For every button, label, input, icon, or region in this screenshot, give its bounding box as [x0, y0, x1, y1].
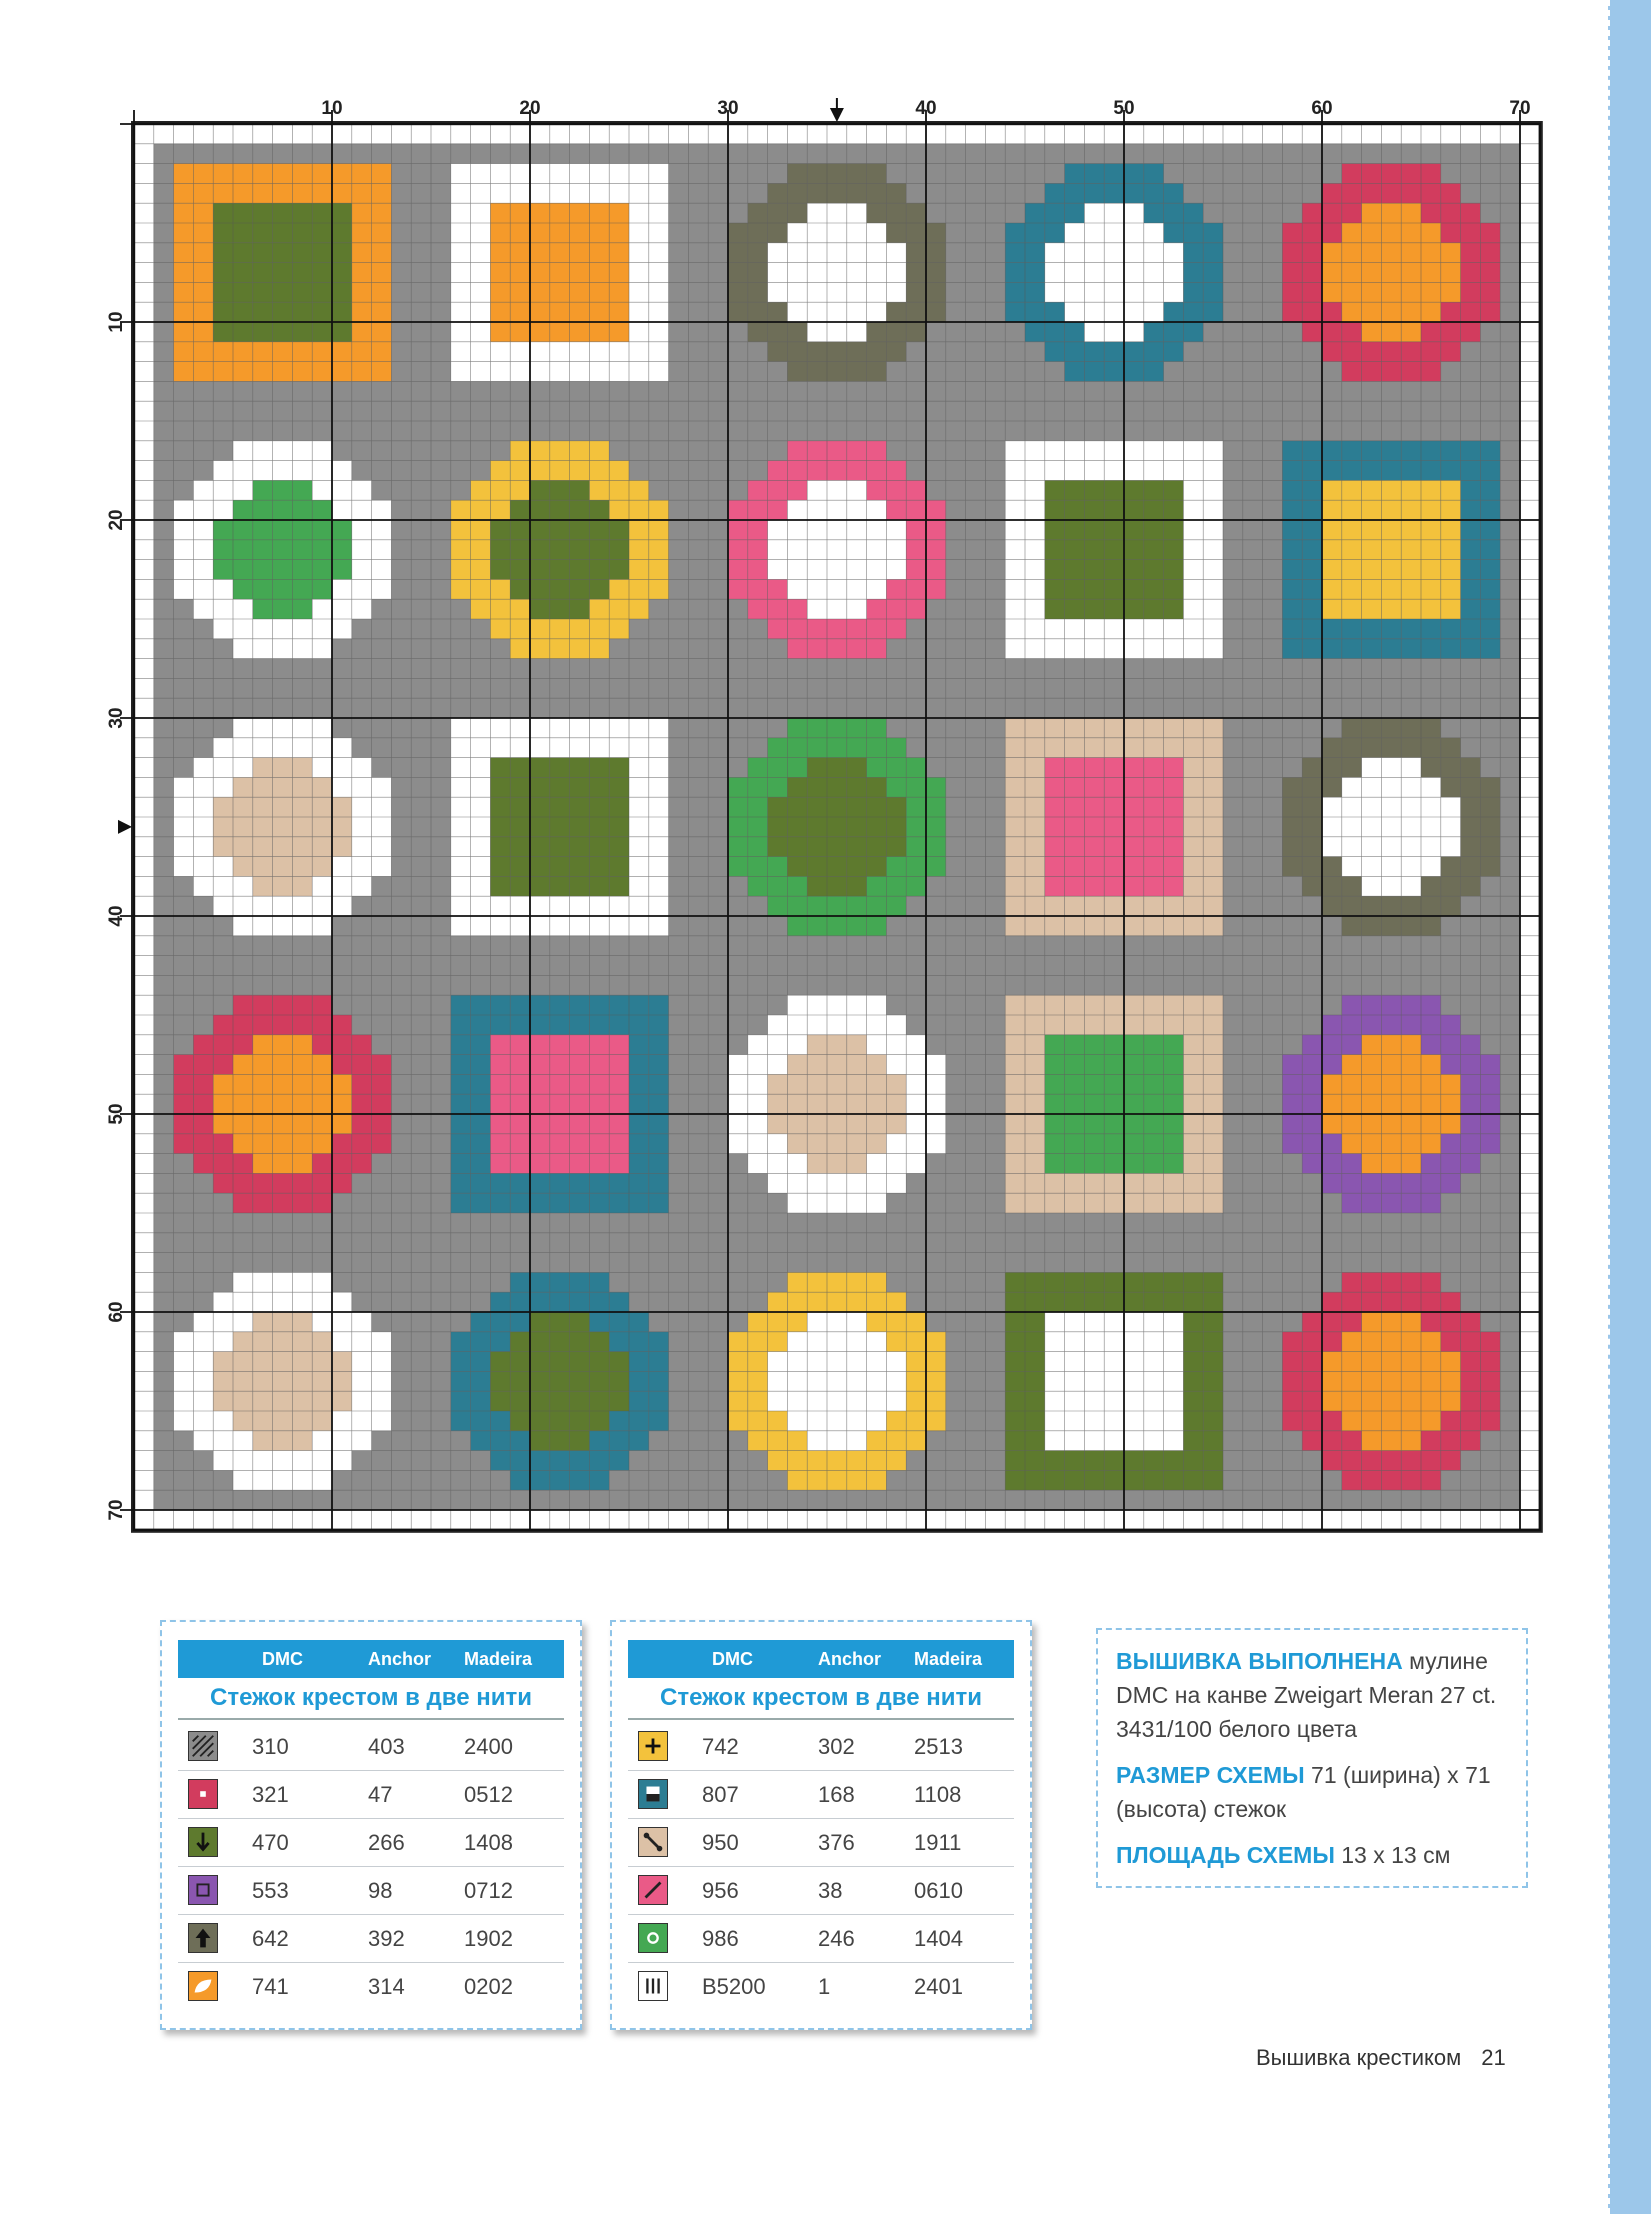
top-axis-label: 20: [519, 98, 541, 119]
legend-row: [178, 1866, 564, 1915]
info-materials-text: мулине DMC на канве Zweigart Meran 27 ct. 3431/100 белого цвета: [1116, 1648, 1497, 1742]
diagonal-hatch-icon: [188, 1731, 218, 1761]
legend-dmc-value: 741: [252, 1974, 289, 1999]
legend-madeira-value: 1911: [914, 1830, 962, 1855]
legend-dmc-value: 470: [252, 1830, 289, 1855]
legend-header: [628, 1640, 1014, 1678]
legend-madeira-value: 2401: [914, 1974, 963, 1999]
stitch-cells: [154, 144, 1520, 1510]
dot-icon: [188, 1779, 218, 1809]
left-axis-label: 20: [106, 509, 127, 531]
top-axis-label: 70: [1509, 98, 1531, 119]
legend-madeira-value: 2400: [464, 1734, 513, 1759]
legend-dmc-value: 956: [702, 1878, 739, 1903]
legend-dmc-value: 553: [252, 1878, 289, 1903]
legend-anchor-value: 38: [818, 1878, 843, 1903]
left-axis-label: 70: [106, 1499, 127, 1521]
info-size-text: 71 (ширина) х 71 (высота) стежок: [1116, 1762, 1491, 1822]
legend-anchor-value: 98: [368, 1878, 393, 1903]
info-materials: [1116, 1644, 1516, 1746]
legend-madeira-value: 1404: [914, 1926, 963, 1951]
legend-row: [178, 1962, 564, 2010]
anchor-icon: [188, 1827, 218, 1857]
legend-header-madeira: Madeira: [464, 1649, 533, 1669]
page-number: 21: [1481, 2045, 1506, 2070]
info-size-label: РАЗМЕР СХЕМЫ: [1116, 1762, 1305, 1788]
left-axis-label: 40: [106, 905, 127, 927]
top-axis-label: 40: [915, 98, 937, 119]
legend-anchor-value: 168: [818, 1782, 855, 1807]
legend-madeira-value: 2513: [914, 1734, 963, 1759]
top-axis-label: 30: [717, 98, 739, 119]
page-edge-stripe: [1608, 0, 1651, 2214]
legend-row: [178, 1770, 564, 1819]
legend-header-dmc: DMC: [262, 1649, 303, 1669]
top-axis-label: 10: [321, 98, 343, 119]
legend-row: [178, 1818, 564, 1867]
leaf-icon: [188, 1971, 218, 2001]
top-axis-label: 50: [1113, 98, 1135, 119]
legend-dmc-value: 742: [702, 1734, 739, 1759]
legend-header-dmc: DMC: [712, 1649, 753, 1669]
legend-anchor-value: 47: [368, 1782, 393, 1807]
ring-icon: [638, 1923, 668, 1953]
pattern-info-box: [1096, 1628, 1528, 1888]
page-footer: [1256, 2045, 1506, 2071]
legend-row: [628, 1866, 1014, 1915]
legend-madeira-value: 0202: [464, 1974, 513, 1999]
legend-header-madeira: Madeira: [914, 1649, 983, 1669]
info-size: [1116, 1758, 1516, 1826]
legend-anchor-value: 403: [368, 1734, 405, 1759]
legend-header-anchor: Anchor: [368, 1649, 431, 1669]
legend-madeira-value: 1408: [464, 1830, 513, 1855]
center-arrow-top: [830, 108, 844, 122]
legend-table-right: [610, 1620, 1032, 2030]
legend-dmc-value: 986: [702, 1926, 739, 1951]
left-axis-label: 30: [106, 707, 127, 729]
legend-anchor-value: 246: [818, 1926, 855, 1951]
left-axis-label: 60: [106, 1301, 127, 1323]
backslash-icon: [638, 1827, 668, 1857]
triple-bar-icon: [638, 1971, 668, 2001]
legend-anchor-value: 302: [818, 1734, 855, 1759]
legend-row: [628, 1962, 1014, 2010]
half-square-icon: [638, 1779, 668, 1809]
info-area-text: 13 х 13 см: [1334, 1842, 1451, 1868]
plus-icon: [638, 1731, 668, 1761]
legend-anchor-value: 376: [818, 1830, 855, 1855]
legend-dmc-value: 950: [702, 1830, 739, 1855]
small-square-icon: [188, 1875, 218, 1905]
legend-row: [628, 1914, 1014, 1963]
up-arrow-icon: [188, 1923, 218, 1953]
legend-subtitle: Стежок крестом в две нити: [178, 1684, 564, 1720]
slash-icon: [638, 1875, 668, 1905]
legend-row: [628, 1770, 1014, 1819]
legend-row: [628, 1818, 1014, 1867]
legend-dmc-value: 642: [252, 1926, 289, 1951]
legend-madeira-value: 0610: [914, 1878, 963, 1903]
legend-header: [178, 1640, 564, 1678]
legend-dmc-value: 310: [252, 1734, 289, 1759]
legend-anchor-value: 1: [818, 1974, 831, 1999]
legend-row: [178, 1914, 564, 1963]
legend-anchor-value: 266: [368, 1830, 405, 1855]
legend-anchor-value: 392: [368, 1926, 405, 1951]
legend-madeira-value: 1902: [464, 1926, 513, 1951]
info-area-label: ПЛОЩАДЬ СХЕМЫ: [1116, 1842, 1335, 1868]
legend-row: [628, 1722, 1014, 1771]
footer-title: Вышивка крестиком: [1256, 2045, 1462, 2070]
legend-madeira-value: 0712: [464, 1878, 513, 1903]
legend-row: [178, 1722, 564, 1771]
legend-madeira-value: 0512: [464, 1782, 513, 1807]
left-axis-label: 50: [106, 1103, 127, 1125]
info-materials-label: ВЫШИВКА ВЫПОЛНЕНА: [1116, 1648, 1403, 1674]
legend-dmc-value: B5200: [702, 1974, 766, 1999]
left-axis-label: 10: [106, 311, 127, 333]
center-arrow-left: [118, 820, 132, 834]
legend-table-left: [160, 1620, 582, 2030]
legend-subtitle: Стежок крестом в две нити: [628, 1684, 1014, 1720]
legend-header-anchor: Anchor: [818, 1649, 881, 1669]
legend-anchor-value: 314: [368, 1974, 405, 1999]
legend-dmc-value: 807: [702, 1782, 739, 1807]
legend-dmc-value: 321: [252, 1782, 289, 1807]
info-area: [1116, 1838, 1516, 1872]
top-axis-label: 60: [1311, 98, 1333, 119]
legend-madeira-value: 1108: [914, 1782, 962, 1807]
